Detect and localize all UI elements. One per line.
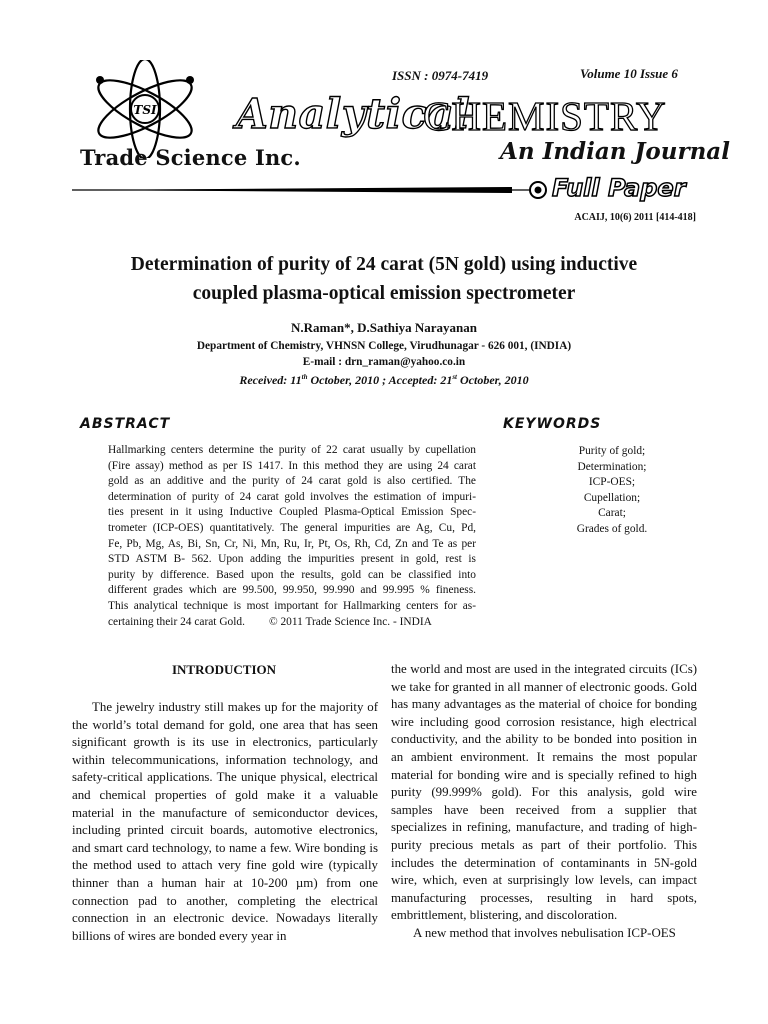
abstract-line: Hallmarking centers determine the purity of 22 carat usually by cupellation bbox=[108, 444, 476, 456]
abstract-line: ties present in it using Inductive Coupled Plasma-Optical Emission Spec- bbox=[108, 506, 476, 519]
paper-title-line: Determination of purity of 24 carat (5N gold) using inductive bbox=[130, 254, 638, 275]
abstract-line: trometer (ICP-OES) quantitatively. The general impurities are Ag, Cu, Pd, bbox=[108, 521, 476, 534]
abstract-line: This analytical technique is most important for Hallmarking centers for as- bbox=[108, 599, 476, 612]
journal-title-analytical: Analytical bbox=[236, 90, 471, 138]
abstract-last-line bbox=[108, 615, 476, 631]
keyword-item: Determination; bbox=[577, 460, 647, 473]
keyword-item: Cupellation; bbox=[583, 491, 641, 504]
abstract-line: Fe, Pb, Mg, As, Bi, Sn, Cr, Ni, Mn, Ru, Ir, Pt, Os, Rh, Cd, Zn and Te as per bbox=[108, 537, 476, 550]
affiliation: Department of Chemistry, VHNSN College, Virudhunagar - 626 001, (INDIA) bbox=[196, 340, 572, 352]
tsi-atom-logo bbox=[86, 60, 204, 158]
copyright: © 2011 Trade Science Inc. - INDIA bbox=[268, 615, 432, 628]
paper-title-line: coupled plasma-optical emission spectrometer bbox=[192, 283, 576, 304]
paragraph: the world and most are used in the integrated circuits (ICs) we take for granted in all manner of electronic goods. Gold has many advantages as the material of choice for bonding wire including good corrosion resistance, high electrical conductivity, and the ability to be bonded into position in an ambient environment. It remains the most popular material for bonding wire and is specially refined to high purity (99.999% gold). For this analysis, gold wire samples have been received from a supplier that specializes in refining, manufacture, and trading of high-purity precious metals as part of their portfolio. This includes the determination of contaminants in 5N-gold wire, which, even at surprisingly low levels, can impact manufacturing processes, resulting in hard spots, embrittlement, blistering, and discoloration. bbox=[391, 662, 697, 923]
keywords-list bbox=[540, 444, 684, 538]
paragraph: A new method that involves nebulisation ICP-OES bbox=[413, 925, 676, 940]
abstract-line: purity by difference. Based upon the results, gold can be classified into bbox=[108, 568, 476, 581]
keyword-item: Grades of gold. bbox=[576, 522, 648, 535]
abstract-text bbox=[108, 443, 476, 630]
abstract-line: different grades which are 99.500, 99.950, 99.990 and 99.995 % fineness. bbox=[108, 584, 476, 597]
abstract-line: (Fire assay) method as per IS 1417. In this method they are using 24 carat bbox=[108, 459, 476, 472]
keyword-item: Carat; bbox=[598, 507, 626, 520]
publisher-name: Trade Science Inc. bbox=[80, 145, 301, 170]
citation: ACAIJ, 10(6) 2011 [414-418] bbox=[574, 212, 696, 223]
volume-issue: Volume 10 Issue 6 bbox=[580, 66, 678, 81]
body-column-right bbox=[391, 661, 697, 943]
issn: ISSN : 0974-7419 bbox=[392, 68, 489, 83]
abstract-line: certaining their 24 carat Gold. bbox=[108, 615, 245, 628]
keyword-item: ICP-OES; bbox=[588, 476, 636, 489]
journal-title-chemistry: CHEMISTRY bbox=[423, 93, 667, 139]
abstract-line: determination of purity of 24 carat gold involves the estimation of impuri- bbox=[108, 490, 476, 503]
authors: N.Raman*, D.Sathiya Narayanan bbox=[291, 320, 477, 335]
keyword-item: Purity of gold; bbox=[578, 445, 646, 457]
introduction-heading: INTRODUCTION bbox=[171, 662, 276, 677]
dates: Received: 11th October, 2010 ; Accepted: 21st October, 2010 bbox=[239, 373, 529, 387]
paragraph: The jewelry industry still makes up for the majority of the world’s total demand for gold, one area that has seen significant growth is its use in electronics, particularly within telecommunications, information technology, and safety-critical applications. The unique physical, electrical and chemical properties of gold make it a valuable material in the manufacture of semiconductor devices, including printed circuit boards, automotive electronics, and smart card technology, to name a few. Wire bonding is the method used to attach very fine gold wire (typically thinner than a human hair at 10-200 µm) from one connection pad to another, completing the electrical connection in an electronic device. Nowadays literally billions of wires are bonded every year in bbox=[72, 700, 378, 943]
logo-monogram: TSI bbox=[133, 103, 157, 117]
paper-title bbox=[84, 250, 684, 308]
body-column-left bbox=[72, 699, 378, 945]
abstract-line: gold as an additive and the purity of 24 carat gold is also certified. The bbox=[108, 475, 476, 488]
abstract-line: STD ASTM B- 562. Upon adding the impurities present in gold, rest is bbox=[108, 553, 476, 566]
keywords-heading: KEYWORDS bbox=[503, 416, 602, 432]
abstract-heading: ABSTRACT bbox=[80, 416, 171, 432]
email: E-mail : drn_raman@yahoo.co.in bbox=[302, 356, 466, 368]
journal-subtitle: An Indian Journal bbox=[500, 138, 730, 165]
header-divider bbox=[72, 180, 552, 200]
paper-type-label: Full Paper bbox=[552, 174, 686, 202]
